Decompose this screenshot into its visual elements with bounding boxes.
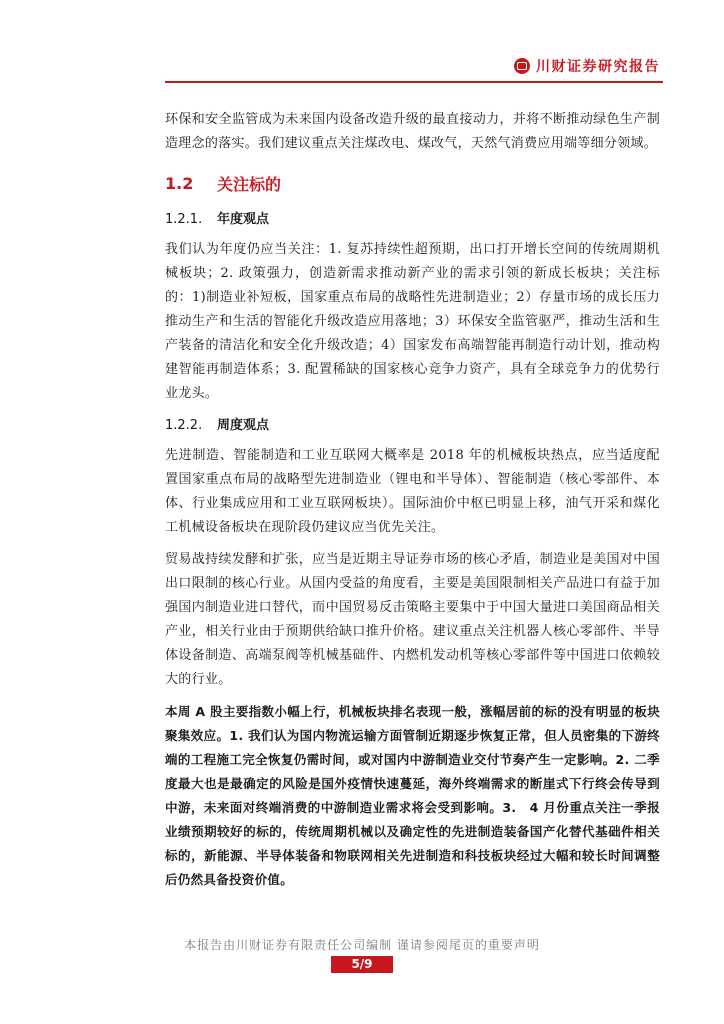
weekly-view-paragraph-3: 本周 A 股主要指数小幅上行，机械板块排名表现一般，涨幅居前的标的没有明显的板块聚集效应。1. 我们认为国内物流运输方面管制近期逐步恢复正常，但人员密集的下游终端的工程施工完全恢复仍需时间，或对国内中游制造业交付节奏产生一定影响。2. 二季度最大也是最确定的风险是国外疫情快速蔓延，海外终端需求的断崖式下行终会传导到中游，未来面对终端消费的中游制造业需求将会受到影响。3. 4 月份重点关注一季报业绩预期较好的标的，传统周期机械以及确定性的先进制造装备国产化替代基础件相关标的，新能源、半导体装备和物联网相关先进制造和科技板块经过大幅和较长时间调整后仍然具备投资价值。	[165, 704, 660, 887]
chuancai-logo-icon	[514, 58, 530, 74]
section-heading	[165, 170, 660, 196]
section-title: 关注标的	[217, 174, 282, 194]
subsection-title: 周度观点	[217, 418, 270, 433]
weekly-view-paragraph-2: 贸易战持续发酵和扩张，应当是近期主导证券市场的核心矛盾，制造业是美国对中国出口限制的核心行业。从国内受益的角度看，主要是美国限制相关产品进口有益于加强国内制造业进口替代，而中国贸易反击策略主要集中于中国大量进口美国商品相关产业，相关行业由于预期供给缺口推升价格。建议重点关注机器人核心零部件、半导体设备制造、高端泵阀等机械基础件、内燃机发动机等核心零部件等中国进口依赖较大的行业。	[165, 552, 660, 687]
report-brand-title: 川财证券研究报告	[536, 59, 660, 75]
weekly-view-paragraph-1: 先进制造、智能制造和工业互联网大概率是 2018 年的机械板块热点，应当适度配置国家重点布局的战略型先进制造业（锂电和半导体）、智能制造（核心零部件、本体、行业集成应用和工业互联网板块）。国际油价中枢已明显上移，油气开采和煤化工机械设备板块在现阶段仍建议应当优先关注。	[165, 448, 660, 535]
document-body	[165, 108, 660, 892]
subsection-number: 1.2.1.	[165, 212, 203, 227]
subsection-heading-weekly	[165, 414, 660, 438]
header-divider	[165, 81, 663, 83]
page-number: 5/9	[331, 956, 393, 973]
report-header	[511, 52, 660, 80]
annual-view-paragraph: 我们认为年度仍应当关注：1. 复苏持续性超预期，出口打开增长空间的传统周期机械板块；2. 政策强力，创造新需求推动新产业的需求引领的新成长板块；关注标的：1)制造业补短板，国家重点布局的战略性先进制造业；2）存量市场的成长压力推动生产和生活的智能化升级改造应用落地；3）环保安全监管驱严，推动生活和生产装备的清洁化和安全化升级改造；4）国家发布高端智能再制造行动计划，推动构建智能再制造体系；3. 配置稀缺的国家核心竞争力资产，具有全球竞争力的优势行业龙头。	[165, 242, 660, 401]
section-number: 1.2	[165, 173, 194, 193]
footer-disclaimer: 本报告由川财证券有限责任公司编制 谨请参阅尾页的重要声明	[184, 938, 540, 952]
subsection-title: 年度观点	[217, 212, 270, 227]
subsection-heading-annual	[165, 208, 660, 232]
intro-paragraph: 环保和安全监管成为未来国内设备改造升级的最直接动力，并将不断推动绿色生产制造理念的落实。我们建议重点关注煤改电、煤改气，天然气消费应用端等细分领域。	[165, 112, 660, 151]
subsection-number: 1.2.2.	[165, 418, 203, 433]
